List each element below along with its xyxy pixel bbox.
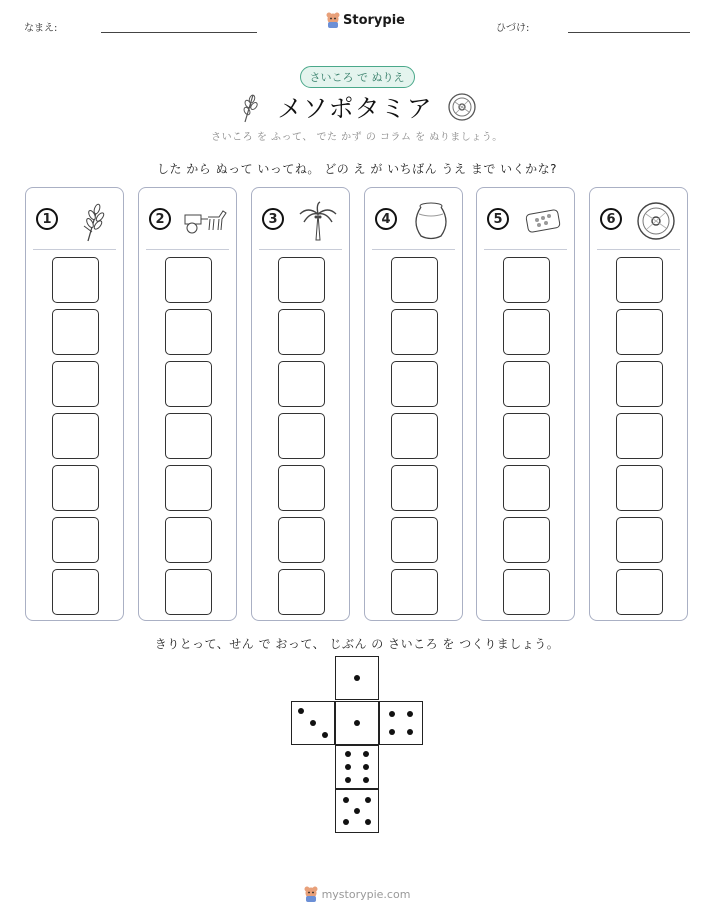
dice-pip [363, 764, 369, 770]
column-number: 2 [149, 208, 171, 230]
color-box[interactable] [391, 465, 438, 511]
dice-column-1 [25, 187, 124, 621]
color-box[interactable] [616, 517, 663, 563]
name-line[interactable] [101, 32, 257, 33]
color-box[interactable] [52, 569, 99, 615]
column-number: 5 [487, 208, 509, 230]
color-box[interactable] [52, 309, 99, 355]
color-box[interactable] [616, 257, 663, 303]
color-box[interactable] [503, 517, 550, 563]
column-number: 6 [600, 208, 622, 230]
dice-face-right [379, 701, 423, 745]
dice-pip [298, 708, 304, 714]
palm-tree-icon [296, 200, 340, 242]
dice-pip [354, 808, 360, 814]
color-box[interactable] [52, 465, 99, 511]
color-box[interactable] [616, 465, 663, 511]
color-box[interactable] [52, 413, 99, 459]
column-number: 3 [262, 208, 284, 230]
color-box[interactable] [165, 257, 212, 303]
dice-face-bottom [335, 789, 379, 833]
dice-pip [363, 751, 369, 757]
dice-pip [345, 751, 351, 757]
color-box[interactable] [616, 361, 663, 407]
dice-pip [407, 729, 413, 735]
color-box[interactable] [503, 257, 550, 303]
instruction-text: した から ぬって いってね。 どの え が いちばん うえ まで いくかな? [156, 162, 558, 176]
color-box[interactable] [391, 361, 438, 407]
color-box[interactable] [165, 413, 212, 459]
cut-instruction: きりとって、せん で おって、 じぶん の さいころ を つくりましょう。 [154, 637, 560, 651]
color-box[interactable] [278, 517, 325, 563]
color-box[interactable] [278, 257, 325, 303]
dice-pip [389, 711, 395, 717]
color-box[interactable] [52, 361, 99, 407]
dice-face-left [291, 701, 335, 745]
column-divider [259, 249, 342, 250]
color-box[interactable] [278, 465, 325, 511]
dice-column-3 [251, 187, 350, 621]
dice-pip [310, 720, 316, 726]
date-label: ひづけ: [496, 23, 530, 34]
color-box[interactable] [165, 309, 212, 355]
activity-badge: さいころ で ぬりえ [300, 66, 415, 88]
brand-logo [326, 12, 405, 28]
clay-pot-icon [409, 200, 453, 242]
footer-url[interactable]: mystorypie.com [321, 887, 411, 901]
color-box[interactable] [278, 309, 325, 355]
color-box[interactable] [503, 569, 550, 615]
dice-pip [343, 797, 349, 803]
color-box[interactable] [165, 361, 212, 407]
color-box[interactable] [616, 309, 663, 355]
color-box[interactable] [616, 569, 663, 615]
color-box[interactable] [503, 465, 550, 511]
bear-icon [326, 12, 340, 28]
dice-column-6 [589, 187, 688, 621]
column-divider [484, 249, 567, 250]
footer [304, 886, 411, 902]
color-box[interactable] [165, 465, 212, 511]
color-box[interactable] [391, 309, 438, 355]
dice-pip [343, 819, 349, 825]
dice-face-top [335, 656, 379, 700]
dice-face-lower [335, 745, 379, 789]
dice-pip [363, 777, 369, 783]
wheel-icon [634, 200, 678, 242]
wheat-icon [237, 91, 263, 123]
dice-face-center [335, 701, 379, 745]
horse-cart-icon [183, 200, 227, 242]
color-box[interactable] [616, 413, 663, 459]
color-box[interactable] [165, 517, 212, 563]
column-number: 4 [375, 208, 397, 230]
name-label: なまえ: [24, 23, 58, 34]
color-box[interactable] [391, 569, 438, 615]
column-divider [372, 249, 455, 250]
color-box[interactable] [391, 517, 438, 563]
dice-pip [365, 797, 371, 803]
dice-pip [354, 675, 360, 681]
dice-pip [365, 819, 371, 825]
color-box[interactable] [52, 257, 99, 303]
column-number: 1 [36, 208, 58, 230]
bear-icon [304, 886, 318, 902]
dice-column-2 [138, 187, 237, 621]
wheel-icon [447, 92, 477, 122]
color-box[interactable] [391, 257, 438, 303]
column-divider [146, 249, 229, 250]
page-title: メソポタミア [277, 94, 433, 123]
dice-pip [345, 777, 351, 783]
dice-column-4 [364, 187, 463, 621]
color-box[interactable] [52, 517, 99, 563]
brand-name: Storypie [343, 12, 405, 28]
dice-pip [345, 764, 351, 770]
color-box[interactable] [278, 361, 325, 407]
dice-pip [389, 729, 395, 735]
date-line[interactable] [568, 32, 690, 33]
color-box[interactable] [278, 413, 325, 459]
color-box[interactable] [165, 569, 212, 615]
dice-column-5 [476, 187, 575, 621]
dice-pip [322, 732, 328, 738]
dice-pip [354, 720, 360, 726]
color-box[interactable] [503, 309, 550, 355]
color-box[interactable] [391, 413, 438, 459]
game-board-icon [521, 200, 565, 242]
column-divider [597, 249, 680, 250]
color-box[interactable] [503, 413, 550, 459]
column-divider [33, 249, 116, 250]
dice-pip [407, 711, 413, 717]
color-box[interactable] [503, 361, 550, 407]
color-box[interactable] [278, 569, 325, 615]
wheat-icon [70, 200, 114, 242]
page-subtitle: さいころ を ふって、 でた かず の コラム を ぬりましょう。 [211, 132, 503, 143]
